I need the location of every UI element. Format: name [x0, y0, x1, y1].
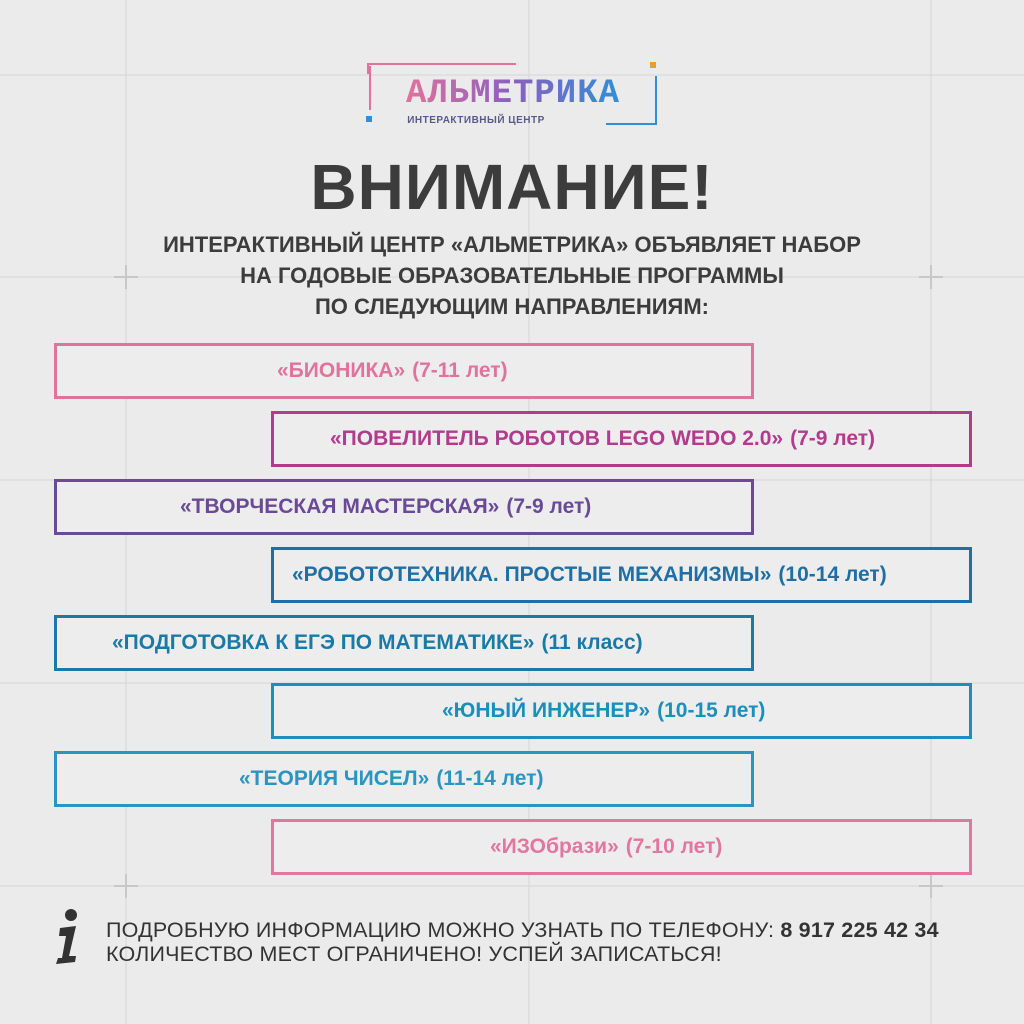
announcement-subtitle: [0, 229, 1024, 322]
program-name: «ПОДГОТОВКА К ЕГЭ ПО МАТЕМАТИКЕ»: [112, 631, 535, 654]
program-age: (7-9 лет): [790, 427, 876, 450]
program-age: (11 класс): [541, 631, 643, 654]
program-item-bionika: [54, 343, 754, 399]
info-icon: [54, 908, 80, 966]
phone-number[interactable]: 8 917 225 42 34: [780, 918, 939, 942]
limited-places-note: КОЛИЧЕСТВО МЕСТ ОГРАНИЧЕНО! УСПЕЙ ЗАПИСАТЬСЯ!: [106, 942, 722, 966]
logo-tagline: ИНТЕРАКТИВНЫЙ ЦЕНТР: [407, 115, 545, 126]
program-age: (7-10 лет): [625, 835, 723, 858]
logo: [366, 62, 660, 128]
info-text: ПОДРОБНУЮ ИНФОРМАЦИЮ МОЖНО УЗНАТЬ ПО ТЕЛЕФОНУ:: [106, 918, 775, 942]
subtitle-line: ИНТЕРАКТИВНЫЙ ЦЕНТР «АЛЬМЕТРИКА» ОБЪЯВЛЯЕТ НАБОР: [163, 232, 861, 257]
program-age: (7-11 лет): [412, 359, 508, 382]
program-age: (11-14 лет): [436, 767, 544, 790]
subtitle-line: ПО СЛЕДУЮЩИМ НАПРАВЛЕНИЯМ:: [314, 294, 709, 319]
program-age: (7-9 лет): [506, 495, 592, 518]
program-name: «ЮНЫЙ ИНЖЕНЕР»: [442, 699, 651, 722]
program-item-yuny-inzhener: [271, 683, 972, 739]
program-item-lego-wedo: [271, 411, 972, 467]
program-name: «ПОВЕЛИТЕЛЬ РОБОТОВ LEGO WEDO 2.0»: [330, 427, 784, 450]
program-item-robototekhnika: [271, 547, 972, 603]
program-name: «ТВОРЧЕСКАЯ МАСТЕРСКАЯ»: [180, 495, 500, 518]
program-age: (10-15 лет): [657, 699, 766, 722]
subtitle-line: НА ГОДОВЫЕ ОБРАЗОВАТЕЛЬНЫЕ ПРОГРАММЫ: [240, 263, 784, 288]
program-name: «ТЕОРИЯ ЧИСЕЛ»: [239, 767, 430, 790]
program-name: «БИОНИКА»: [277, 359, 406, 382]
page-title: ВНИМАНИЕ!: [310, 151, 714, 223]
program-age: (10-14 лет): [778, 563, 887, 586]
program-item-izobrazi: [271, 819, 972, 875]
logo-frame: [366, 62, 660, 128]
program-item-tvorcheskaya: [54, 479, 754, 535]
program-item-teoriya-chisel: [54, 751, 754, 807]
logo-name: АЛЬМЕТРИКА: [405, 75, 621, 113]
program-name: «РОБОТОТЕХНИКА. ПРОСТЫЕ МЕХАНИЗМЫ»: [292, 563, 772, 586]
program-item-ege-math: [54, 615, 754, 671]
contact-line: [106, 918, 939, 942]
contact-info: [106, 918, 939, 966]
program-name: «ИЗОбрази»: [490, 835, 619, 858]
